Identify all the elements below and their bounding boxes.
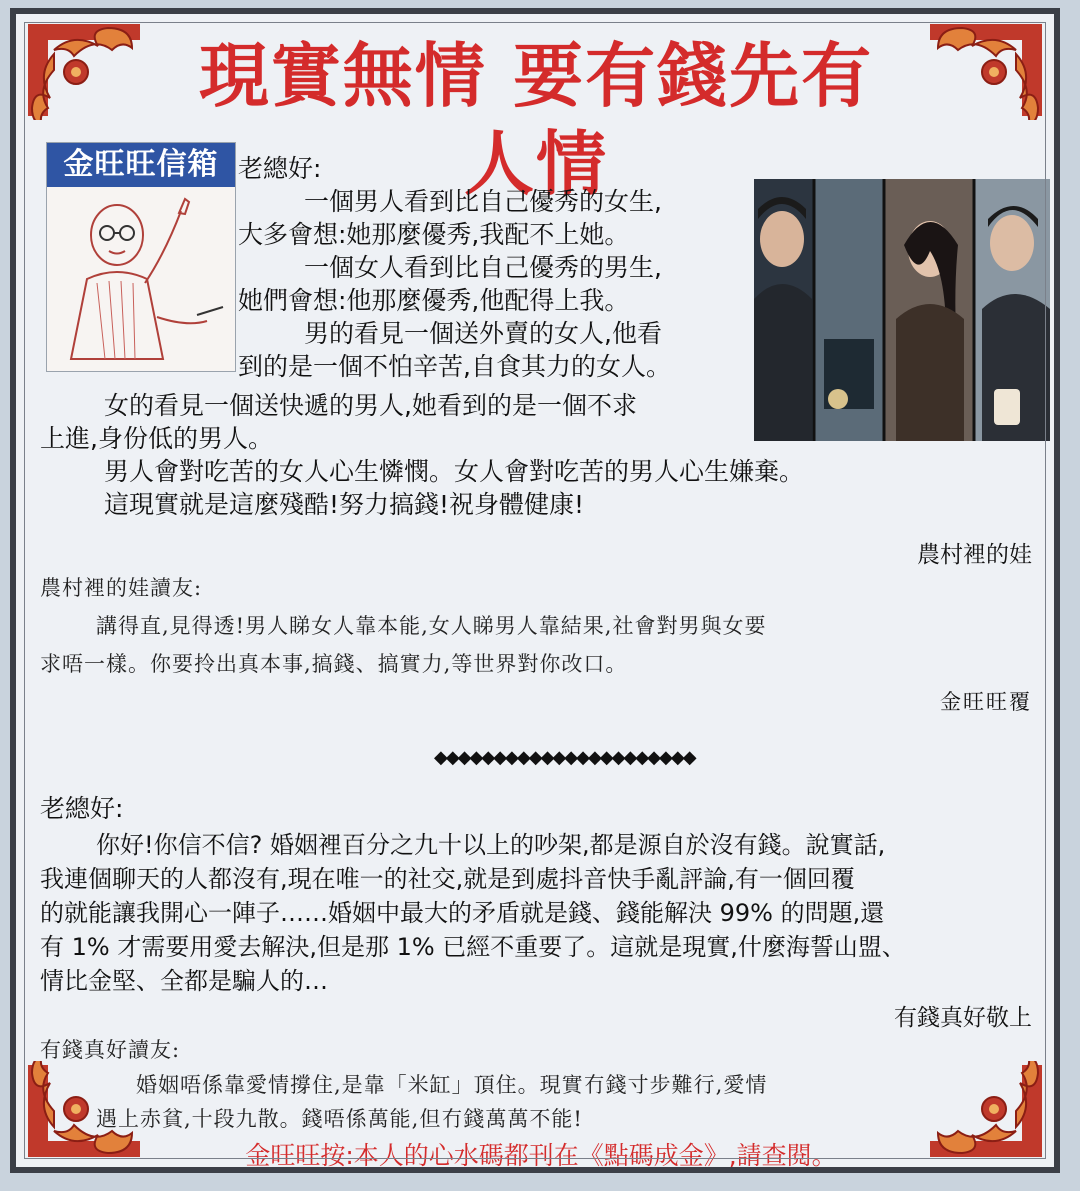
letter-line: 男人會對吃苦的女人心生憐憫。女人會對吃苦的男人心生嫌棄。 [104,457,805,486]
column-label: 金旺旺信箱 [47,143,235,187]
letter1-signature: 農村裡的娃 [917,542,1032,568]
office-workers-photo [754,179,1050,441]
letter-line: 這現實就是這麼殘酷!努力搞錢!祝身體健康! [104,490,585,519]
letter-line: 情比金堅、全都是騙人的… [40,967,328,995]
letter-line: 她們會想:他那麼優秀,他配得上我。 [238,286,630,315]
letter-line: 的就能讓我開心一陣子……婚姻中最大的矛盾就是錢、錢能解決 99% 的問題,還 [40,899,885,927]
letter-line: 我連個聊天的人都沒有,現在唯一的社交,就是到處抖音快手亂評論,有一個回覆 [40,865,855,893]
letter-line: 男的看見一個送外賣的女人,他看 [304,319,662,348]
letter-line: 女的看見一個送快遞的男人,她看到的是一個不求 [104,391,637,420]
letter-line: 一個男人看到比自己優秀的女生, [304,187,662,216]
letter-line: 你好!你信不信? 婚姻裡百分之九十以上的吵架,都是源自於沒有錢。說實話, [96,831,886,859]
cloud-corner-ornament-icon [926,20,1046,120]
letter1-greeting: 老總好: [238,154,322,183]
letter-line: 有 1% 才需要用愛去解決,但是那 1% 已經不重要了。這就是現實,什麼海誓山盟、 [40,933,906,961]
letter2-signature: 有錢真好敬上 [894,1005,1032,1031]
reply-line: 講得直,見得透!男人睇女人靠本能,女人睇男人靠結果,社會對男與女要 [96,614,767,638]
reply2-salutation: 有錢真好讀友: [40,1038,181,1062]
footer-note: 金旺旺按:本人的心水碼都刊在《點碼成金》,請查閱。 [245,1141,837,1170]
letter2-greeting: 老總好: [40,794,124,823]
letter-line: 到的是一個不怕辛苦,自食其力的女人。 [238,352,671,381]
cloud-corner-ornament-icon [24,20,144,120]
headline: 現實無情 要有錢先有人情 [198,34,874,205]
column-mailbox [46,142,236,372]
section-divider: ◆◆◆◆◆◆◆◆◆◆◆◆◆◆◆◆◆◆◆◆◆◆ [434,747,695,768]
reply-line: 遇上赤貧,十段九散。錢唔係萬能,但冇錢萬萬不能! [96,1107,583,1131]
letter-line: 一個女人看到比自己優秀的男生, [304,253,662,282]
columnist-cartoon-icon [47,187,233,369]
letter-line: 大多會想:她那麼優秀,我配不上她。 [238,220,630,249]
reply1-signature: 金旺旺覆 [940,690,1032,714]
reply1-salutation: 農村裡的娃讀友: [40,576,203,600]
article-frame [10,8,1060,1173]
reply-line: 求唔一樣。你要拎出真本事,搞錢、搞實力,等世界對你改口。 [40,652,628,676]
reply-line: 婚姻唔係靠愛情撐住,是靠「米缸」頂住。現實冇錢寸步難行,愛情 [136,1073,768,1097]
letter-line: 上進,身份低的男人。 [40,424,273,453]
